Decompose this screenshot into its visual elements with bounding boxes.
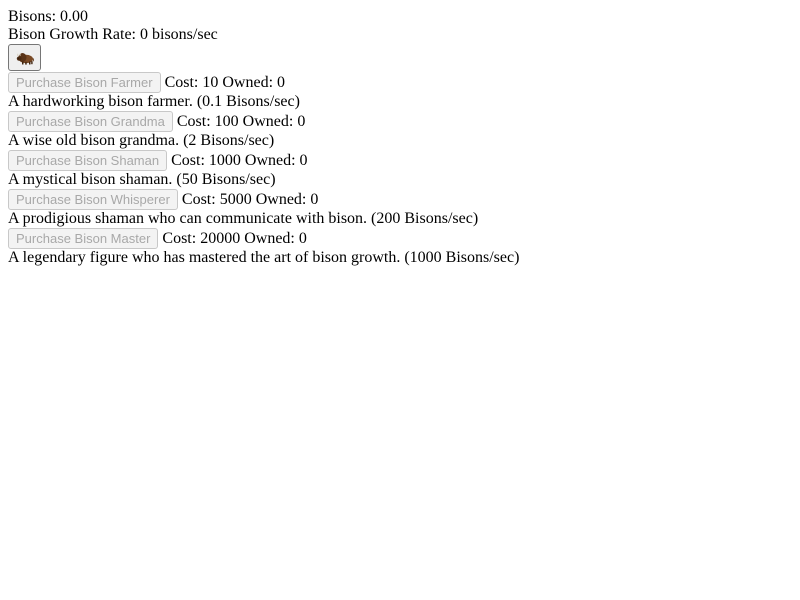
bison-icon — [16, 51, 34, 65]
bison-click-button[interactable] — [8, 44, 41, 71]
upgrade-row-grandma — [8, 111, 792, 132]
growth-rate — [8, 26, 792, 44]
bison-count-value: 0.00 — [60, 8, 89, 25]
upgrade-owned-label: Owned: — [244, 151, 296, 169]
upgrade-owned-value: 0 — [277, 73, 286, 91]
growth-rate-unit: bisons/sec — [152, 26, 218, 43]
upgrade-owned-label: Owned: — [255, 190, 307, 208]
upgrade-description-grandma: A wise old bison grandma. (2 Bisons/sec) — [8, 132, 275, 149]
bison-count-label: Bisons: — [8, 8, 57, 25]
upgrade-description-shaman: A mystical bison shaman. (50 Bisons/sec) — [8, 171, 276, 188]
upgrade-cost-label: Cost: — [164, 73, 199, 91]
upgrade-description-master: A legendary figure who has mastered the art of bison growth. (1000 Bisons/sec) — [8, 249, 520, 266]
purchase-bison-farmer-button[interactable]: Purchase Bison Farmer — [8, 72, 161, 93]
upgrade-cost-label: Cost: — [162, 229, 197, 247]
upgrade-cost-value: 100 — [214, 112, 239, 130]
click-area — [8, 44, 792, 72]
purchase-bison-grandma-button[interactable]: Purchase Bison Grandma — [8, 111, 173, 132]
purchase-bison-shaman-button[interactable]: Purchase Bison Shaman — [8, 150, 167, 171]
game-container — [8, 8, 792, 267]
upgrade-cost-label: Cost: — [176, 112, 211, 130]
upgrade-row-master — [8, 228, 792, 249]
upgrade-owned-label: Owned: — [222, 73, 274, 91]
upgrade-owned-label: Owned: — [242, 112, 294, 130]
upgrade-cost-value: 5000 — [219, 190, 252, 208]
upgrade-owned-value: 0 — [297, 112, 306, 130]
upgrade-owned-label: Owned: — [244, 229, 295, 247]
growth-rate-value: 0 — [140, 26, 148, 43]
upgrade-cost-value: 10 — [202, 73, 219, 91]
growth-rate-label: Bison Growth Rate: — [8, 26, 136, 43]
upgrade-description-whisperer: A prodigious shaman who can communicate with bison. (200 Bisons/sec) — [8, 210, 479, 227]
purchase-bison-master-button[interactable]: Purchase Bison Master — [8, 228, 158, 249]
upgrade-owned-value: 0 — [299, 151, 308, 169]
upgrade-description-farmer: A hardworking bison farmer. (0.1 Bisons/sec) — [8, 93, 300, 110]
upgrade-cost-label: Cost: — [171, 151, 205, 169]
upgrade-cost-value: 20000 — [200, 229, 241, 247]
upgrade-cost-label: Cost: — [181, 190, 216, 208]
upgrade-row-shaman — [8, 150, 792, 171]
bison-count — [8, 8, 792, 26]
upgrade-owned-value: 0 — [298, 229, 307, 247]
upgrade-list — [8, 72, 792, 267]
purchase-bison-whisperer-button[interactable]: Purchase Bison Whisperer — [8, 189, 178, 210]
upgrade-owned-value: 0 — [310, 190, 319, 208]
upgrade-cost-value: 1000 — [208, 151, 241, 169]
upgrade-row-whisperer — [8, 189, 792, 210]
upgrade-row-farmer — [8, 72, 792, 93]
